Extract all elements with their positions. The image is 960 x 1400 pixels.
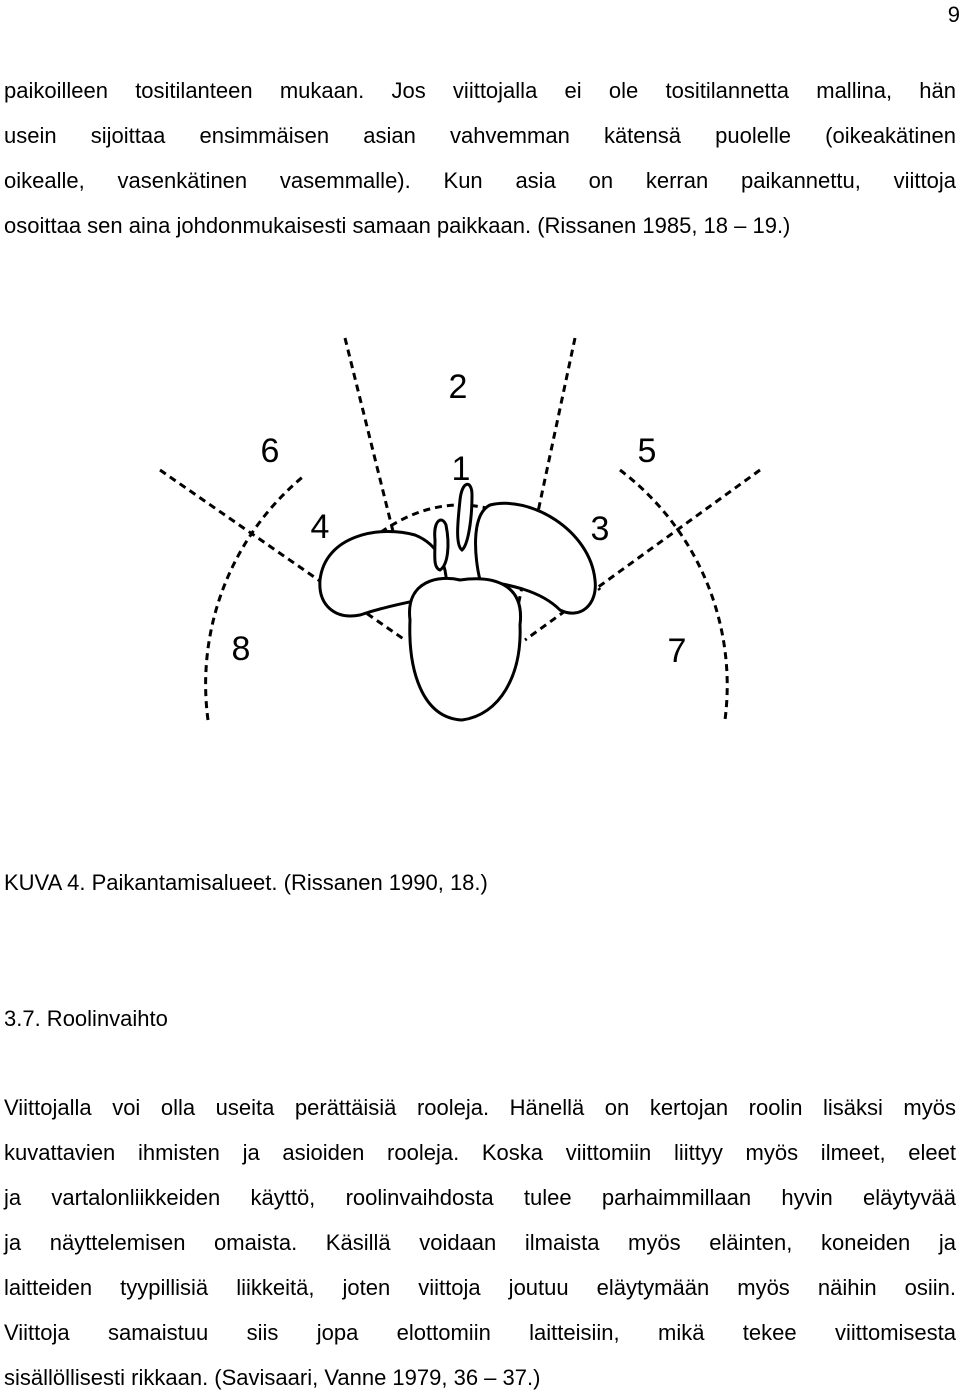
text-line: osoittaa sen aina johdonmukaisesti samaan paikkaan. (Rissanen 1985, 18 – 19.) bbox=[4, 213, 791, 238]
body-paragraph-2 bbox=[4, 1085, 956, 1400]
region-label-4: 4 bbox=[310, 508, 330, 546]
outer-arc-right bbox=[620, 470, 727, 720]
region-label-5: 5 bbox=[637, 432, 657, 470]
right-hand bbox=[458, 484, 472, 550]
region-label-8: 8 bbox=[231, 630, 251, 668]
region-label-6: 6 bbox=[260, 432, 280, 470]
placement-regions-figure bbox=[150, 320, 790, 740]
text-line: oikealle, vasenkätinen vasemmalle). Kun asia on kerran paikannettu, viittoja bbox=[4, 168, 956, 193]
body-paragraph-1 bbox=[4, 68, 956, 248]
signer-placement-diagram bbox=[150, 320, 790, 740]
region-label-3: 3 bbox=[590, 510, 610, 548]
head bbox=[410, 578, 521, 720]
text-line: ja näyttelemisen omaista. Käsillä voidaan ilmaista myös eläinten, koneiden ja bbox=[4, 1230, 956, 1255]
region-label-2: 2 bbox=[448, 368, 468, 406]
text-line: Viittoja samaistuu siis jopa elottomiin laitteisiin, mikä tekee viittomisesta bbox=[4, 1320, 956, 1345]
text-line: sisällöllisesti rikkaan. (Savisaari, Vanne 1979, 36 – 37.) bbox=[4, 1365, 541, 1390]
text-line: Viittojalla voi olla useita perättäisiä rooleja. Hänellä on kertojan roolin lisäksi myös bbox=[4, 1095, 956, 1120]
left-hand bbox=[435, 520, 448, 570]
page-number: 9 bbox=[947, 2, 960, 27]
text-line: paikoilleen tositilanteen mukaan. Jos viittojalla ei ole tositilannetta mallina, hän bbox=[4, 78, 956, 103]
figure-caption: KUVA 4. Paikantamisalueet. (Rissanen 1990, 18.) bbox=[4, 870, 488, 895]
text-line: laitteiden tyypillisiä liikkeitä, joten viittoja joutuu eläytymään myös näihin osiin. bbox=[4, 1275, 956, 1300]
signer-figure bbox=[320, 484, 595, 720]
region-label-7: 7 bbox=[667, 632, 687, 670]
section-heading: 3.7. Roolinvaihto bbox=[4, 1006, 168, 1031]
text-line: kuvattavien ihmisten ja asioiden rooleja. Koska viittomiin liittyy myös ilmeet, eleet bbox=[4, 1140, 956, 1165]
text-line: ja vartalonliikkeiden käyttö, roolinvaihdosta tulee parhaimmillaan hyvin eläytyvää bbox=[4, 1185, 956, 1210]
region-label-1: 1 bbox=[451, 450, 471, 488]
text-line: usein sijoittaa ensimmäisen asian vahvemman kätensä puolelle (oikeakätinen bbox=[4, 123, 956, 148]
